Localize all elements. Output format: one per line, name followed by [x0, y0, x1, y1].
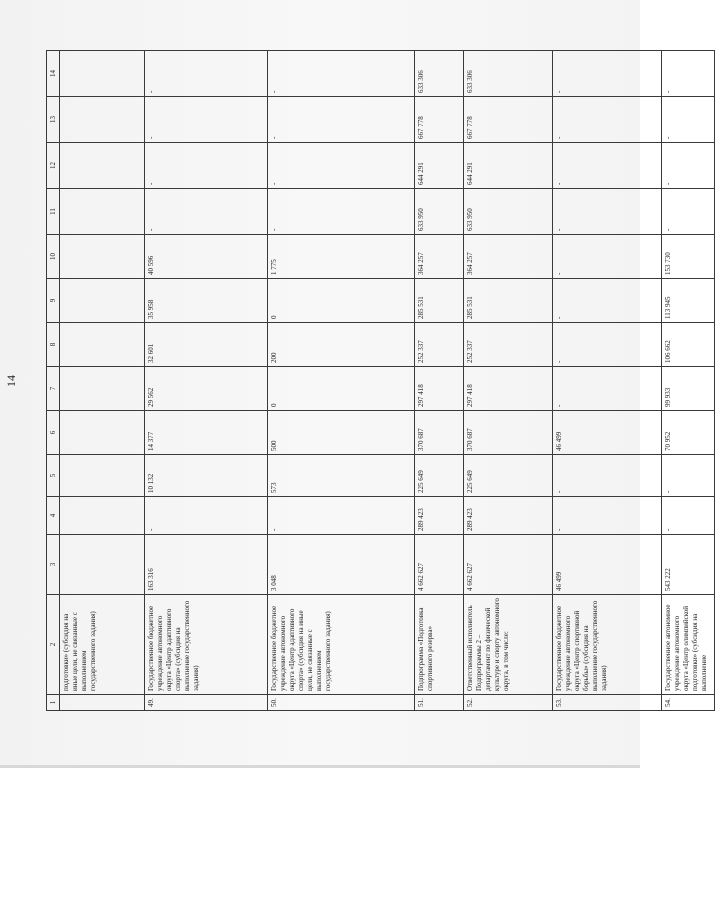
row-name-cell: Государственное бюджетное учреждение автономного округа «Центр адаптивного спорта» (субсидия на выполнение государственного задания) — [145, 595, 268, 695]
row-name-cell: Подпрограмма «Подготовка спортивного резерва» — [415, 595, 464, 695]
row-number-cell: 51. — [415, 695, 464, 711]
value-cell: 46 499 — [553, 535, 662, 595]
row-number-cell: 54. — [662, 695, 715, 711]
header-cell: 10 — [47, 235, 60, 279]
header-cell: 2 — [47, 595, 60, 695]
value-cell: 225 649 — [415, 455, 464, 497]
value-cell: 667 778 — [464, 97, 553, 143]
value-cell: - — [145, 497, 268, 535]
value-cell: - — [553, 143, 662, 189]
value-cell: 4 662 627 — [464, 535, 553, 595]
value-cell: - — [553, 323, 662, 367]
header-cell: 11 — [47, 189, 60, 235]
value-cell — [60, 279, 145, 323]
value-cell: - — [553, 189, 662, 235]
value-cell: 46 499 — [553, 411, 662, 455]
header-cell: 13 — [47, 97, 60, 143]
header-cell: 5 — [47, 455, 60, 497]
value-cell: 14 377 — [145, 411, 268, 455]
value-cell: 10 132 — [145, 455, 268, 497]
value-cell — [60, 97, 145, 143]
value-cell: 113 945 — [662, 279, 715, 323]
value-cell: 32 601 — [145, 323, 268, 367]
value-cell: 40 596 — [145, 235, 268, 279]
value-cell: 252 337 — [415, 323, 464, 367]
value-cell: 633 950 — [464, 189, 553, 235]
value-cell: - — [553, 279, 662, 323]
value-cell: - — [553, 51, 662, 97]
header-cell: 3 — [47, 535, 60, 595]
rotated-document — [4, 51, 708, 711]
table-row — [464, 51, 553, 711]
table-row — [415, 51, 464, 711]
value-cell: - — [268, 97, 415, 143]
value-cell: 1 775 — [268, 235, 415, 279]
value-cell: - — [553, 97, 662, 143]
value-cell: - — [268, 497, 415, 535]
header-cell: 12 — [47, 143, 60, 189]
value-cell: 500 — [268, 411, 415, 455]
value-cell: 633 306 — [415, 51, 464, 97]
value-cell — [60, 143, 145, 189]
header-cell: 14 — [47, 51, 60, 97]
row-number-cell — [60, 695, 145, 711]
value-cell: - — [145, 97, 268, 143]
header-cell: 1 — [47, 695, 60, 711]
value-cell: - — [553, 497, 662, 535]
value-cell: 163 316 — [145, 535, 268, 595]
value-cell: 99 933 — [662, 367, 715, 411]
value-cell: 297 418 — [415, 367, 464, 411]
value-cell: 70 952 — [662, 411, 715, 455]
row-number-cell: 49. — [145, 695, 268, 711]
value-cell: 633 950 — [415, 189, 464, 235]
header-cell: 9 — [47, 279, 60, 323]
value-cell — [60, 189, 145, 235]
value-cell — [60, 323, 145, 367]
header-cell: 7 — [47, 367, 60, 411]
header-cell: 4 — [47, 497, 60, 535]
scan-edge — [0, 765, 640, 768]
value-cell: 3 048 — [268, 535, 415, 595]
value-cell: - — [268, 143, 415, 189]
table-row — [553, 51, 662, 711]
value-cell: - — [145, 189, 268, 235]
header-cell: 8 — [47, 323, 60, 367]
value-cell: 252 337 — [464, 323, 553, 367]
value-cell — [60, 497, 145, 535]
value-cell: 285 531 — [415, 279, 464, 323]
table-row — [662, 51, 715, 711]
row-name-cell: Государственное бюджетное учреждение автономного округа «Центр адаптивного спорта» (субсидия на иные цели, не связанные с выполнением государственного задания) — [268, 595, 415, 695]
value-cell: 297 418 — [464, 367, 553, 411]
value-cell: 667 778 — [415, 97, 464, 143]
value-cell — [60, 455, 145, 497]
budget-table — [46, 50, 715, 711]
value-cell: 285 531 — [464, 279, 553, 323]
value-cell: 289 423 — [415, 497, 464, 535]
value-cell: - — [553, 235, 662, 279]
value-cell — [60, 235, 145, 279]
value-cell: - — [662, 143, 715, 189]
value-cell: - — [662, 189, 715, 235]
value-cell — [60, 367, 145, 411]
value-cell: 370 687 — [464, 411, 553, 455]
value-cell: 200 — [268, 323, 415, 367]
value-cell: 573 — [268, 455, 415, 497]
value-cell: 35 958 — [145, 279, 268, 323]
value-cell: 4 662 627 — [415, 535, 464, 595]
value-cell: - — [145, 51, 268, 97]
row-name-cell: Ответственный исполнитель Подпрограммы 2 – департамент по физической культуре и спорту автономного округа, в том числе: — [464, 595, 553, 695]
value-cell: 0 — [268, 279, 415, 323]
value-cell: 633 306 — [464, 51, 553, 97]
value-cell: - — [145, 143, 268, 189]
value-cell — [60, 51, 145, 97]
value-cell: - — [662, 455, 715, 497]
row-name-cell: Государственное автономное учреждение автономного округа «Центр олимпийской подготовки» (субсидия на выполнение — [662, 595, 715, 695]
value-cell: - — [662, 51, 715, 97]
value-cell: 0 — [268, 367, 415, 411]
table-row — [268, 51, 415, 711]
value-cell: 364 257 — [464, 235, 553, 279]
value-cell: 153 730 — [662, 235, 715, 279]
value-cell: 289 423 — [464, 497, 553, 535]
value-cell: 225 649 — [464, 455, 553, 497]
value-cell: - — [268, 51, 415, 97]
value-cell: 106 662 — [662, 323, 715, 367]
value-cell: - — [662, 497, 715, 535]
header-cell: 6 — [47, 411, 60, 455]
value-cell — [60, 535, 145, 595]
table-row — [60, 51, 145, 711]
value-cell: - — [662, 97, 715, 143]
value-cell: - — [553, 367, 662, 411]
value-cell: 644 291 — [464, 143, 553, 189]
row-number-cell: 50. — [268, 695, 415, 711]
value-cell: 29 562 — [145, 367, 268, 411]
value-cell — [60, 411, 145, 455]
row-number-cell: 53. — [553, 695, 662, 711]
value-cell: 370 687 — [415, 411, 464, 455]
table-row — [145, 51, 268, 711]
row-name-cell: подготовки» (субсидия на иные цели, не связанные с выполнением государственного задания) — [60, 595, 145, 695]
row-name-cell: Государственное бюджетное учреждение автономного округа «Центр спортивной борьбы» (субсидия на выполнение государственного задания) — [553, 595, 662, 695]
value-cell: 364 257 — [415, 235, 464, 279]
page-number: 14 — [4, 375, 18, 387]
value-cell: - — [268, 189, 415, 235]
value-cell: 644 291 — [415, 143, 464, 189]
value-cell: - — [553, 455, 662, 497]
row-number-cell: 52. — [464, 695, 553, 711]
value-cell: 543 222 — [662, 535, 715, 595]
header-row — [47, 51, 60, 711]
